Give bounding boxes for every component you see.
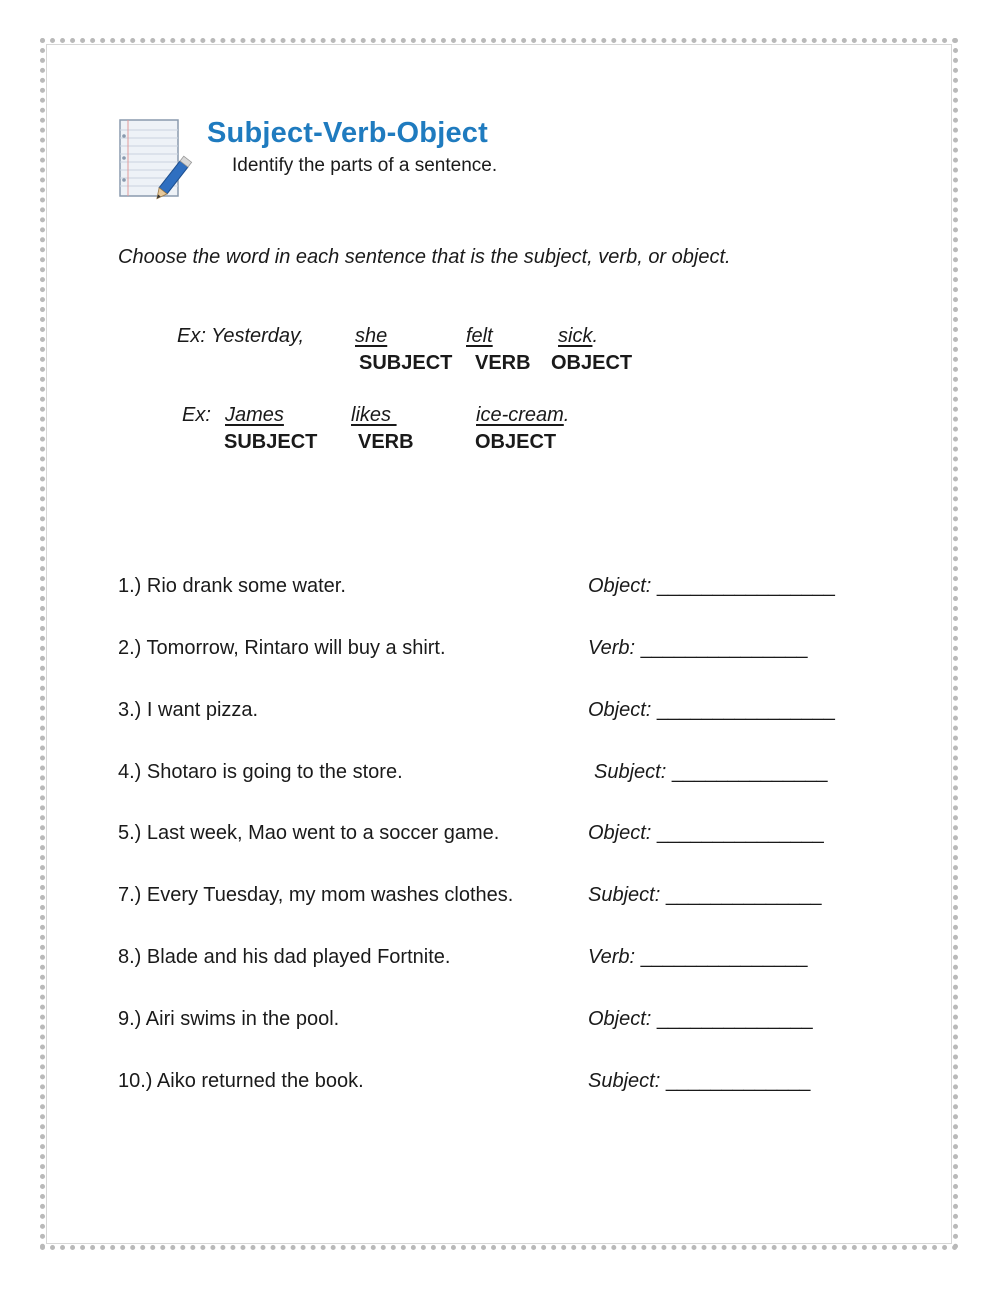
question-3-sentence <box>118 699 258 722</box>
example-2-label-verb: VERB <box>358 431 414 453</box>
example-2-object-text: ice-cream <box>476 404 564 426</box>
example-2-label-object: OBJECT <box>475 431 557 453</box>
answer-role: Subject: <box>588 1070 661 1092</box>
example-2-word-verb: likes <box>351 404 397 426</box>
question-sentence: Blade and his dad played Fortnite. <box>146 946 451 968</box>
answer-role: Verb: <box>588 637 636 659</box>
question-8-sentence <box>118 946 450 969</box>
answer-blank[interactable]: ________________ <box>656 575 835 597</box>
question-number: 7.) <box>118 884 142 906</box>
answer-role: Verb: <box>588 946 636 968</box>
question-number: 1.) <box>118 575 142 597</box>
question-sentence: Aiko returned the book. <box>156 1070 364 1092</box>
question-10-answer[interactable] <box>588 1070 810 1093</box>
answer-blank[interactable]: _______________ <box>656 822 824 844</box>
question-sentence: I want pizza. <box>146 699 259 721</box>
question-sentence: Tomorrow, Rintaro will buy a shirt. <box>146 637 446 659</box>
example-1-label-verb: VERB <box>475 352 531 374</box>
answer-blank[interactable]: _______________ <box>640 946 808 968</box>
example-2-label-subject: SUBJECT <box>224 431 318 453</box>
example-1-label-subject: SUBJECT <box>359 352 453 374</box>
answer-blank[interactable]: _____________ <box>665 1070 811 1092</box>
question-sentence: Rio drank some water. <box>146 575 346 597</box>
answer-role: Object: <box>588 575 652 597</box>
question-4-answer[interactable] <box>594 761 828 784</box>
example-1-prefix: Ex: Yesterday, <box>177 325 305 347</box>
question-number: 8.) <box>118 946 142 968</box>
question-10-sentence <box>118 1070 364 1093</box>
example-2-word-object <box>476 404 569 427</box>
question-3-answer[interactable] <box>588 699 835 722</box>
question-number: 9.) <box>118 1008 142 1030</box>
question-sentence: Shotaro is going to the store. <box>146 761 403 783</box>
example-2-prefix: Ex: <box>182 404 211 426</box>
question-2-sentence <box>118 637 446 660</box>
example-1-object-text: sick <box>558 325 593 347</box>
question-5-sentence <box>118 822 499 845</box>
instructions: Choose the word in each sentence that is the subject, verb, or object. <box>118 246 731 268</box>
question-number: 4.) <box>118 761 142 783</box>
page-subtitle: Identify the parts of a sentence. <box>232 155 498 176</box>
question-8-answer[interactable] <box>588 946 807 969</box>
question-9-sentence <box>118 1008 339 1031</box>
question-2-answer[interactable] <box>588 637 807 660</box>
question-number: 2.) <box>118 637 142 659</box>
question-1-answer[interactable] <box>588 575 835 598</box>
answer-role: Object: <box>588 1008 652 1030</box>
answer-blank[interactable]: ________________ <box>656 699 835 721</box>
answer-role: Subject: <box>594 761 667 783</box>
example-2-word-subject: James <box>225 404 284 426</box>
example-1-ending: . <box>592 325 599 347</box>
answer-blank[interactable]: ______________ <box>665 884 822 906</box>
question-sentence: Last week, Mao went to a soccer game. <box>146 822 500 844</box>
example-1-label-object: OBJECT <box>551 352 633 374</box>
example-1-word-object <box>558 325 598 348</box>
answer-blank[interactable]: ______________ <box>671 761 828 783</box>
example-1-word-verb: felt <box>466 325 493 347</box>
question-4-sentence <box>118 761 403 784</box>
question-sentence: Every Tuesday, my mom washes clothes. <box>146 884 514 906</box>
notepad-pencil-icon <box>114 116 194 202</box>
question-7-sentence <box>118 884 513 907</box>
example-2-ending: . <box>563 404 570 426</box>
question-number: 10.) <box>118 1070 153 1092</box>
example-1-word-subject: she <box>355 325 388 347</box>
question-7-answer[interactable] <box>588 884 822 907</box>
answer-role: Object: <box>588 822 652 844</box>
question-sentence: Airi swims in the pool. <box>145 1008 340 1030</box>
answer-role: Object: <box>588 699 652 721</box>
answer-blank[interactable]: ______________ <box>656 1008 813 1030</box>
question-9-answer[interactable] <box>588 1008 813 1031</box>
question-number: 3.) <box>118 699 142 721</box>
answer-blank[interactable]: _______________ <box>640 637 808 659</box>
question-5-answer[interactable] <box>588 822 824 845</box>
page-title: Subject-Verb-Object <box>207 117 488 149</box>
question-1-sentence <box>118 575 346 598</box>
question-number: 5.) <box>118 822 142 844</box>
answer-role: Subject: <box>588 884 661 906</box>
